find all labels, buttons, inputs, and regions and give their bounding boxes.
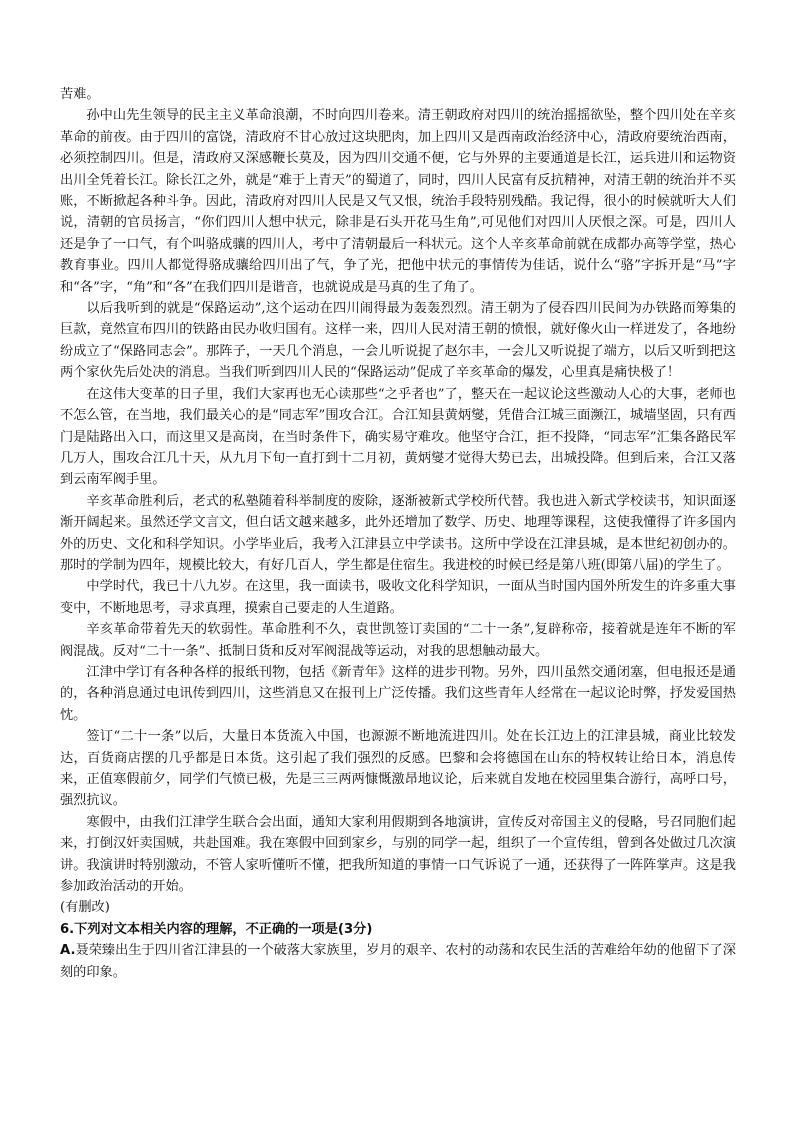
option-a (60, 940, 736, 983)
paragraph-sichuan-revolution: 孙中山先生领导的民主主义革命浪潮，不时向四川卷来。清王朝政府对四川的统治摇摇欲坠，整个四川处在辛亥革命的前夜。由于四川的富饶，清政府不甘心放过这块肥肉，加上四川又是西南政治经济中心，清政府要统治西南，必须控制四川。但是，清政府又深感鞭长莫及，因为四川交通不便，它与外界的主要通道是长江，运兵进川和运物资出川全凭着长江。除长江之外，就是“难于上青天”的蜀道了，同时，四川人民富有反抗精神，对清王朝的统治并不买账，不断掀起各种斗争。因此，清政府对四川人民是又气又恨，统治手段特别残酷。我记得，很小的时候就听大人们说，清朝的官员扬言，“你们四川人想中状元，除非是石头开花马生角”,可见他们对四川人厌恨之深。可是，四川人还是争了一口气，有个叫骆成骧的四川人，考中了清朝最后一科状元。这个人辛亥革命前就在成都办高等学堂，热心教育事业。四川人都觉得骆成骧给四川出了气，争了光，把他中状元的事情传为佳话，说什么“骆”字拆开是“马”字和“各”字，“角”和“各”在我们四川是谐音，也就说成是马真的生了角了。 (60, 108, 736, 295)
abridged-note: (有删改) (60, 900, 110, 916)
paragraph-winter-speeches: 寒假中，由我们江津学生联合会出面，通知大家利用假期到各地演讲，宣传反对帝国主义的侵略，号召同胞们起来，打倒汉奸卖国贼，共赴国难。我在寒假中回到家乡，与别的同学一起，组织了一个宣传组，曾到各处做过几次演讲。我演讲时特别激动，不管人家听懂听不懂，把我所知道的事情一口气诉说了一通，还获得了一阵阵掌声。这是我参加政治活动的开始。 (60, 814, 736, 895)
paragraph-newspapers: 江津中学订有各种各样的报纸刊物，包括《新青年》这样的进步刊物。另外，四川虽然交通闭塞，但电报还是通的，各种消息通过电讯传到四川，这些消息又在报刊上广泛传播。我们这些青年人经常在一起议论时弊，抒发爱国热忱。 (60, 664, 736, 723)
paragraph-japanese-goods: 签订“二十一条”以后，大量日本货流入中国，也源源不断地流进四川。处在长江边上的江津县城，商业比较发达，百货商店摆的几乎都是日本货。这引起了我们强烈的反感。巴黎和会将德国在山东的特权转让给日本，消息传来，正值寒假前夕，同学们气愤已极，先是三三两两慷慨激昂地议论，后来就自发地在校园里集合游行，高呼口号，强烈抗议。 (60, 729, 736, 809)
paragraph-railway-protection: 以后我听到的就是“保路运动”,这个运动在四川闹得最为轰轰烈烈。清王朝为了侵吞四川民间为办铁路而筹集的巨款，竟然宣布四川的铁路由民办收归国有。这样一来，四川人民对清王朝的愤恨，就好像火山一样迸发了，各地纷纷成立了“保路同志会”。那阵子，一天几个消息，一会儿听说捉了赵尔丰，一会儿又听说捉了端方，以后又听到把这两个家伙先后处决的消息。当我们听到四川人民的“保路运动”促成了辛亥革命的爆发，心里真是痛快极了！ (60, 301, 736, 381)
paragraph-new-school: 辛亥革命胜利后，老式的私塾随着科举制度的废除，逐渐被新式学校所代替。我也进入新式学校读书，知识面逐渐开阔起来。虽然还学文言文，但白话文越来越多，此外还增加了数学、历史、地理等课程，这使我懂得了许多国内外的历史、文化和科学知识。小学毕业后，我考入江津县立中学读书。这所中学设在江津县城，是本世纪初创办的。那时的学制为四年，规模比较大，有好几百人，学生都是住宿生。我进校的时候已经是第八班(即第八届)的学生了。 (60, 493, 736, 573)
paragraph-middle-school: 中学时代，我已十八九岁。在这里，我一面读书，吸收文化科学知识，一面从当时国内国外所发生的许多重大事变中，不断地思考，寻求真理，摸索自己要走的人生道路。 (60, 579, 736, 616)
option-a-text: 聂荣臻出生于四川省江津县的一个破落大家族里，岁月的艰辛、农村的动荡和农民生活的苦难给年幼的他留下了深刻的印象。 (60, 943, 736, 980)
paragraph-twenty-one-demands: 辛亥革命带着先天的软弱性。革命胜利不久，袁世凯签订卖国的“二十一条”,复辟称帝，接着就是连年不断的军阀混战。反对“二十一条”、抵制日货和反对军阀混战等运动，对我的思想触动最大。 (60, 622, 736, 659)
paragraph-continuation: 苦难。 (60, 87, 100, 102)
document-page (60, 84, 736, 983)
paragraph-hejiang-siege: 在这伟大变革的日子里，我们大家再也无心读那些“之乎者也”了，整天在一起议论这些激动人心的大事，老师也不怎么管，在当地，我们最关心的是“同志军”围攻合江。合江知县黄炳燮，凭借合江城三面濒江，城墙坚固，只有西门是陆路出入口，而这里又是高岗，在当时条件下，确实易守难攻。他坚守合江，拒不投降，“同志军”汇集各路民军几万人，围攻合江几十天，从九月下旬一直打到十二月初，黄炳燮才觉得大势已去，出城投降。但到后来，合江又落到云南军阀手里。 (60, 386, 736, 488)
question-6: 6.下列对文本相关内容的理解，不正确的一项是(3分) (60, 921, 373, 937)
option-a-letter: A. (60, 943, 76, 959)
